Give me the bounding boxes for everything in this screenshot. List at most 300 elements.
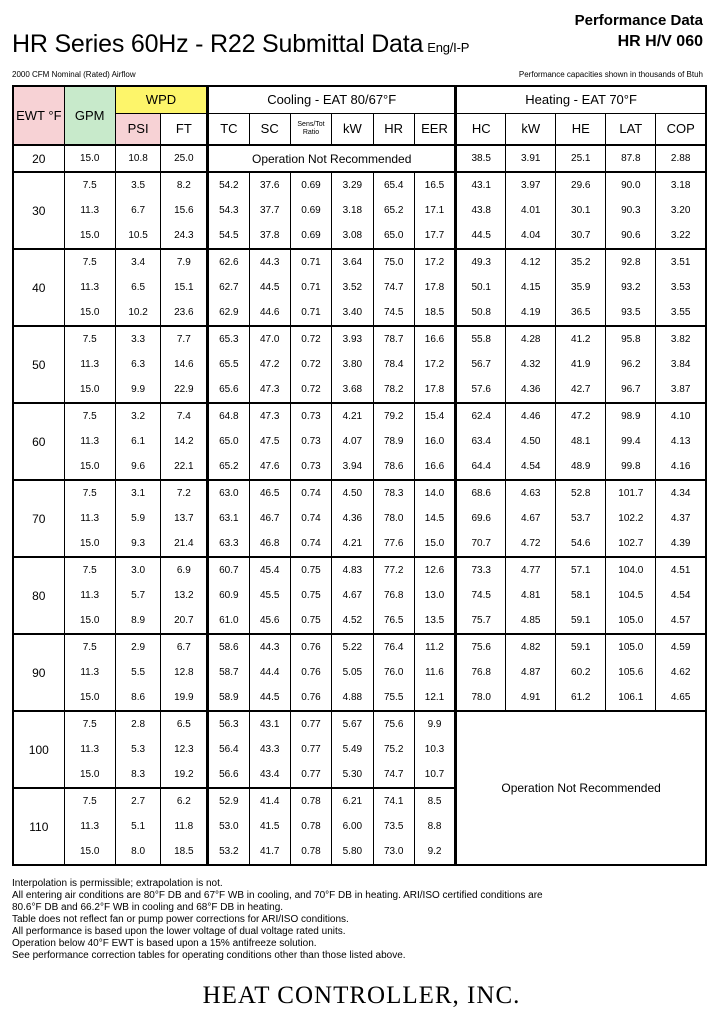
cooling-value-cell: 0.74: [290, 531, 331, 557]
cooling-value-cell: 65.4: [373, 172, 414, 198]
footnotes: [12, 878, 712, 962]
heating-value-cell: 93.2: [606, 275, 656, 300]
cooling-not-recommended: Operation Not Recommended: [208, 145, 456, 172]
heating-value-cell: 4.57: [656, 608, 706, 634]
cooling-value-cell: 56.4: [208, 737, 249, 762]
ft-cell: 13.7: [161, 506, 208, 531]
psi-cell: 5.9: [115, 506, 161, 531]
cooling-value-cell: 56.6: [208, 762, 249, 788]
cooling-value-cell: 4.50: [332, 480, 373, 506]
cooling-value-cell: 65.6: [208, 377, 249, 403]
cooling-value-cell: 17.2: [414, 249, 455, 275]
cooling-value-cell: 5.67: [332, 711, 373, 737]
heating-value-cell: 61.2: [556, 685, 606, 711]
heating-value-cell: 3.20: [656, 198, 706, 223]
table-row: [13, 300, 706, 326]
cooling-value-cell: 78.4: [373, 352, 414, 377]
cooling-value-cell: 65.5: [208, 352, 249, 377]
gpm-cell: 11.3: [64, 737, 115, 762]
gpm-cell: 15.0: [64, 762, 115, 788]
cooling-value-cell: 3.40: [332, 300, 373, 326]
cooling-value-cell: 78.9: [373, 429, 414, 454]
cooling-value-cell: 3.68: [332, 377, 373, 403]
gpm-cell: 7.5: [64, 634, 115, 660]
table-row: [13, 352, 706, 377]
heating-value-cell: 75.7: [456, 608, 506, 634]
table-row: [13, 275, 706, 300]
heating-value-cell: 3.82: [656, 326, 706, 352]
cooling-value-cell: 64.8: [208, 403, 249, 429]
gpm-cell: 7.5: [64, 788, 115, 814]
cooling-value-cell: 18.5: [414, 300, 455, 326]
heating-value-cell: 4.91: [506, 685, 556, 711]
heating-value-cell: 96.7: [606, 377, 656, 403]
heating-value-cell: 78.0: [456, 685, 506, 711]
cooling-value-cell: 45.4: [249, 557, 290, 583]
header-row-top: [13, 86, 706, 114]
heating-value-cell: 4.10: [656, 403, 706, 429]
cooling-value-cell: 52.9: [208, 788, 249, 814]
cooling-value-cell: 11.6: [414, 660, 455, 685]
ft-cell: 19.9: [161, 685, 208, 711]
ewt-cell: 90: [13, 634, 64, 711]
table-row: [13, 608, 706, 634]
cooling-value-cell: 0.74: [290, 506, 331, 531]
psi-cell: 10.8: [115, 145, 161, 172]
ft-header: FT: [161, 114, 208, 146]
heating-value-cell: 50.8: [456, 300, 506, 326]
cooling-value-cell: 4.21: [332, 403, 373, 429]
cooling-value-cell: 65.2: [208, 454, 249, 480]
footnote: 80.6°F DB and 66.2°F WB in cooling and 68°F DB in heating.: [12, 902, 284, 913]
cooling-value-cell: 0.75: [290, 583, 331, 608]
cooling-value-cell: 44.3: [249, 634, 290, 660]
heating-value-cell: 35.2: [556, 249, 606, 275]
heating-value-cell: 50.1: [456, 275, 506, 300]
heating-value-cell: 105.0: [606, 634, 656, 660]
cooling-value-cell: 74.7: [373, 275, 414, 300]
cooling-value-cell: 3.64: [332, 249, 373, 275]
ft-cell: 12.8: [161, 660, 208, 685]
gpm-cell: 7.5: [64, 557, 115, 583]
gpm-cell: 11.3: [64, 275, 115, 300]
psi-cell: 6.7: [115, 198, 161, 223]
performance-table: [12, 85, 707, 866]
title-text: HR Series 60Hz - R22 Submittal Data: [12, 30, 424, 58]
cooling-value-cell: 44.5: [249, 275, 290, 300]
heating-header: Heating - EAT 70°F: [456, 86, 706, 114]
heating-value-cell: 3.53: [656, 275, 706, 300]
heating-col-header: HC: [456, 114, 506, 146]
cooling-value-cell: 43.3: [249, 737, 290, 762]
cooling-value-cell: 61.0: [208, 608, 249, 634]
cooling-value-cell: 63.0: [208, 480, 249, 506]
heating-value-cell: 4.72: [506, 531, 556, 557]
heating-value-cell: 4.34: [656, 480, 706, 506]
psi-cell: 3.2: [115, 403, 161, 429]
heating-value-cell: 3.91: [506, 145, 556, 172]
cooling-value-cell: 15.0: [414, 531, 455, 557]
heating-value-cell: 69.6: [456, 506, 506, 531]
cooling-value-cell: 15.4: [414, 403, 455, 429]
heating-col-header: LAT: [606, 114, 656, 146]
cooling-value-cell: 4.52: [332, 608, 373, 634]
cooling-value-cell: 0.76: [290, 660, 331, 685]
cooling-value-cell: 0.76: [290, 685, 331, 711]
psi-cell: 10.2: [115, 300, 161, 326]
cooling-value-cell: 0.73: [290, 454, 331, 480]
heating-value-cell: 2.88: [656, 145, 706, 172]
cooling-value-cell: 0.72: [290, 352, 331, 377]
heating-value-cell: 41.2: [556, 326, 606, 352]
table-row: [13, 506, 706, 531]
cooling-value-cell: 9.2: [414, 839, 455, 865]
footnote: Operation below 40°F EWT is based upon a 15% antifreeze solution.: [12, 938, 317, 949]
ft-cell: 19.2: [161, 762, 208, 788]
ft-cell: 15.1: [161, 275, 208, 300]
cooling-value-cell: 54.5: [208, 223, 249, 249]
footnote: Interpolation is permissible; extrapolation is not.: [12, 878, 223, 889]
cooling-value-cell: 44.5: [249, 685, 290, 711]
ft-cell: 18.5: [161, 839, 208, 865]
ft-cell: 21.4: [161, 531, 208, 557]
heating-value-cell: 74.5: [456, 583, 506, 608]
heating-value-cell: 62.4: [456, 403, 506, 429]
psi-cell: 3.4: [115, 249, 161, 275]
cooling-value-cell: 41.7: [249, 839, 290, 865]
gpm-cell: 7.5: [64, 480, 115, 506]
heating-value-cell: 4.16: [656, 454, 706, 480]
cooling-col-header: kW: [332, 114, 373, 146]
heating-value-cell: 58.1: [556, 583, 606, 608]
heating-value-cell: 90.3: [606, 198, 656, 223]
psi-cell: 6.3: [115, 352, 161, 377]
cooling-value-cell: 0.77: [290, 762, 331, 788]
gpm-cell: 15.0: [64, 608, 115, 634]
ft-cell: 6.7: [161, 634, 208, 660]
heating-value-cell: 57.1: [556, 557, 606, 583]
cooling-value-cell: 41.4: [249, 788, 290, 814]
cooling-value-cell: 0.74: [290, 480, 331, 506]
cooling-value-cell: 46.5: [249, 480, 290, 506]
heating-value-cell: 4.77: [506, 557, 556, 583]
ewt-cell: 80: [13, 557, 64, 634]
psi-cell: 6.5: [115, 275, 161, 300]
footnote: All performance is based upon the lower voltage of dual voltage rated units.: [12, 926, 346, 937]
table-row: [13, 172, 706, 198]
psi-cell: 9.9: [115, 377, 161, 403]
heating-value-cell: 4.62: [656, 660, 706, 685]
psi-cell: 2.8: [115, 711, 161, 737]
cooling-value-cell: 37.8: [249, 223, 290, 249]
table-row: [13, 249, 706, 275]
ft-cell: 12.3: [161, 737, 208, 762]
cooling-value-cell: 75.5: [373, 685, 414, 711]
psi-cell: 8.0: [115, 839, 161, 865]
ewt-cell: 40: [13, 249, 64, 326]
heating-value-cell: 4.54: [656, 583, 706, 608]
model-number: HR H/V 060: [617, 33, 703, 50]
heating-value-cell: 42.7: [556, 377, 606, 403]
ft-cell: 7.2: [161, 480, 208, 506]
heating-value-cell: 48.9: [556, 454, 606, 480]
heating-value-cell: 4.15: [506, 275, 556, 300]
cooling-value-cell: 14.5: [414, 506, 455, 531]
heating-value-cell: 68.6: [456, 480, 506, 506]
cooling-value-cell: 53.2: [208, 839, 249, 865]
cooling-value-cell: 0.72: [290, 326, 331, 352]
ft-cell: 24.3: [161, 223, 208, 249]
cooling-col-header: TC: [208, 114, 249, 146]
cooling-value-cell: 56.3: [208, 711, 249, 737]
cooling-value-cell: 8.8: [414, 814, 455, 839]
gpm-cell: 11.3: [64, 352, 115, 377]
heating-value-cell: 30.7: [556, 223, 606, 249]
table-row: [13, 557, 706, 583]
airflow-note: 2000 CFM Nominal (Rated) Airflow: [12, 70, 136, 79]
cooling-value-cell: 4.36: [332, 506, 373, 531]
heating-value-cell: 49.3: [456, 249, 506, 275]
cooling-value-cell: 4.88: [332, 685, 373, 711]
cooling-value-cell: 0.77: [290, 737, 331, 762]
cooling-value-cell: 43.4: [249, 762, 290, 788]
cooling-value-cell: 3.94: [332, 454, 373, 480]
heating-value-cell: 43.1: [456, 172, 506, 198]
heating-value-cell: 105.6: [606, 660, 656, 685]
cooling-value-cell: 16.0: [414, 429, 455, 454]
cooling-value-cell: 53.0: [208, 814, 249, 839]
table-row: [13, 685, 706, 711]
heating-value-cell: 38.5: [456, 145, 506, 172]
ft-cell: 7.4: [161, 403, 208, 429]
cooling-value-cell: 54.2: [208, 172, 249, 198]
heating-value-cell: 4.67: [506, 506, 556, 531]
cooling-value-cell: 46.7: [249, 506, 290, 531]
footnote: See performance correction tables for operating conditions other than those listed above.: [12, 950, 406, 961]
cooling-value-cell: 10.3: [414, 737, 455, 762]
heating-value-cell: 105.0: [606, 608, 656, 634]
psi-cell: 5.1: [115, 814, 161, 839]
gpm-cell: 15.0: [64, 145, 115, 172]
cooling-value-cell: 12.1: [414, 685, 455, 711]
ft-cell: 25.0: [161, 145, 208, 172]
psi-cell: 5.5: [115, 660, 161, 685]
capacity-note: Performance capacities shown in thousands of Btuh: [518, 70, 703, 79]
cooling-value-cell: 78.3: [373, 480, 414, 506]
psi-cell: 8.9: [115, 608, 161, 634]
cooling-value-cell: 4.83: [332, 557, 373, 583]
table-row: [13, 711, 706, 737]
heating-value-cell: 3.51: [656, 249, 706, 275]
ft-cell: 22.1: [161, 454, 208, 480]
ewt-cell: 100: [13, 711, 64, 788]
cooling-value-cell: 76.8: [373, 583, 414, 608]
heating-value-cell: 4.51: [656, 557, 706, 583]
cooling-value-cell: 4.21: [332, 531, 373, 557]
ewt-cell: 60: [13, 403, 64, 480]
psi-cell: 3.5: [115, 172, 161, 198]
cooling-value-cell: 17.7: [414, 223, 455, 249]
company-logo-text: HEAT CONTROLLER, INC.: [202, 982, 521, 1009]
heating-col-header: COP: [656, 114, 706, 146]
cooling-value-cell: 76.4: [373, 634, 414, 660]
heating-value-cell: 4.63: [506, 480, 556, 506]
gpm-cell: 11.3: [64, 198, 115, 223]
gpm-cell: 11.3: [64, 506, 115, 531]
wpd-header: WPD: [115, 86, 207, 114]
cooling-value-cell: 65.3: [208, 326, 249, 352]
cooling-value-cell: 79.2: [373, 403, 414, 429]
ft-cell: 23.6: [161, 300, 208, 326]
cooling-value-cell: 62.7: [208, 275, 249, 300]
cooling-value-cell: 74.7: [373, 762, 414, 788]
title-units: Eng/I-P: [427, 40, 470, 55]
heating-value-cell: 101.7: [606, 480, 656, 506]
heating-value-cell: 35.9: [556, 275, 606, 300]
heating-value-cell: 3.97: [506, 172, 556, 198]
cooling-value-cell: 43.1: [249, 711, 290, 737]
cooling-value-cell: 45.6: [249, 608, 290, 634]
heating-value-cell: 4.65: [656, 685, 706, 711]
cooling-value-cell: 77.6: [373, 531, 414, 557]
heating-value-cell: 4.12: [506, 249, 556, 275]
cooling-value-cell: 75.2: [373, 737, 414, 762]
cooling-value-cell: 0.75: [290, 608, 331, 634]
heating-value-cell: 92.8: [606, 249, 656, 275]
cooling-value-cell: 13.5: [414, 608, 455, 634]
heating-value-cell: 98.9: [606, 403, 656, 429]
cooling-value-cell: 3.29: [332, 172, 373, 198]
psi-cell: 5.7: [115, 583, 161, 608]
cooling-value-cell: 17.8: [414, 275, 455, 300]
cooling-value-cell: 73.5: [373, 814, 414, 839]
cooling-value-cell: 13.0: [414, 583, 455, 608]
cooling-value-cell: 45.5: [249, 583, 290, 608]
heating-value-cell: 53.7: [556, 506, 606, 531]
heating-value-cell: 4.54: [506, 454, 556, 480]
cooling-value-cell: 47.3: [249, 403, 290, 429]
cooling-value-cell: 5.49: [332, 737, 373, 762]
cooling-value-cell: 75.0: [373, 249, 414, 275]
gpm-cell: 7.5: [64, 172, 115, 198]
ft-cell: 22.9: [161, 377, 208, 403]
gpm-cell: 15.0: [64, 300, 115, 326]
footnote: Table does not reflect fan or pump power corrections for ARI/ISO conditions.: [12, 914, 349, 925]
heating-value-cell: 87.8: [606, 145, 656, 172]
psi-cell: 2.7: [115, 788, 161, 814]
ft-cell: 7.7: [161, 326, 208, 352]
heating-value-cell: 99.4: [606, 429, 656, 454]
cooling-value-cell: 0.71: [290, 300, 331, 326]
ft-cell: 13.2: [161, 583, 208, 608]
table-row: [13, 660, 706, 685]
heating-value-cell: 63.4: [456, 429, 506, 454]
cooling-value-cell: 44.4: [249, 660, 290, 685]
heating-value-cell: 4.46: [506, 403, 556, 429]
ft-cell: 20.7: [161, 608, 208, 634]
ft-cell: 11.8: [161, 814, 208, 839]
cooling-value-cell: 3.08: [332, 223, 373, 249]
heating-value-cell: 99.8: [606, 454, 656, 480]
cooling-value-cell: 3.93: [332, 326, 373, 352]
cooling-col-header: SC: [249, 114, 290, 146]
table-row: [13, 198, 706, 223]
cooling-value-cell: 5.30: [332, 762, 373, 788]
cooling-value-cell: 47.5: [249, 429, 290, 454]
header-row-bottom: [13, 114, 706, 146]
table-row: [13, 223, 706, 249]
heating-value-cell: 4.13: [656, 429, 706, 454]
heating-value-cell: 4.85: [506, 608, 556, 634]
table-row: [13, 454, 706, 480]
heating-value-cell: 90.6: [606, 223, 656, 249]
gpm-cell: 15.0: [64, 454, 115, 480]
heating-value-cell: 4.19: [506, 300, 556, 326]
cooling-value-cell: 58.7: [208, 660, 249, 685]
cooling-value-cell: 0.72: [290, 377, 331, 403]
cooling-value-cell: 62.9: [208, 300, 249, 326]
heating-value-cell: 106.1: [606, 685, 656, 711]
gpm-cell: 15.0: [64, 531, 115, 557]
ewt-cell: 110: [13, 788, 64, 865]
heating-value-cell: 3.84: [656, 352, 706, 377]
cooling-header: Cooling - EAT 80/67°F: [208, 86, 456, 114]
psi-cell: 8.3: [115, 762, 161, 788]
cooling-value-cell: 16.6: [414, 326, 455, 352]
heating-value-cell: 4.32: [506, 352, 556, 377]
cooling-value-cell: 8.5: [414, 788, 455, 814]
table-row: [13, 403, 706, 429]
cooling-value-cell: 37.6: [249, 172, 290, 198]
psi-cell: 10.5: [115, 223, 161, 249]
cooling-value-cell: 0.76: [290, 634, 331, 660]
cooling-value-cell: 65.2: [373, 198, 414, 223]
cooling-value-cell: 0.78: [290, 788, 331, 814]
cooling-col-header: HR: [373, 114, 414, 146]
document-title: [12, 30, 469, 59]
gpm-cell: 7.5: [64, 403, 115, 429]
psi-cell: 8.6: [115, 685, 161, 711]
heating-col-header: kW: [506, 114, 556, 146]
cooling-value-cell: 60.7: [208, 557, 249, 583]
ft-cell: 7.9: [161, 249, 208, 275]
heating-value-cell: 48.1: [556, 429, 606, 454]
ft-cell: 14.2: [161, 429, 208, 454]
cooling-value-cell: 0.69: [290, 198, 331, 223]
psi-cell: 2.9: [115, 634, 161, 660]
cooling-value-cell: 4.67: [332, 583, 373, 608]
cooling-value-cell: 47.3: [249, 377, 290, 403]
heating-value-cell: 60.2: [556, 660, 606, 685]
heating-value-cell: 3.55: [656, 300, 706, 326]
heating-value-cell: 41.9: [556, 352, 606, 377]
heating-value-cell: 64.4: [456, 454, 506, 480]
gpm-cell: 11.3: [64, 429, 115, 454]
footnote: All entering air conditions are 80°F DB and 67°F WB in cooling, and 70°F DB in heating. ARI/ISO certified conditions are: [12, 890, 543, 901]
heating-value-cell: 102.7: [606, 531, 656, 557]
psi-cell: 9.6: [115, 454, 161, 480]
cooling-value-cell: 78.0: [373, 506, 414, 531]
gpm-cell: 7.5: [64, 249, 115, 275]
heating-value-cell: 4.82: [506, 634, 556, 660]
cooling-value-cell: 5.22: [332, 634, 373, 660]
cooling-value-cell: 16.5: [414, 172, 455, 198]
cooling-value-cell: 76.0: [373, 660, 414, 685]
heating-value-cell: 4.04: [506, 223, 556, 249]
cooling-value-cell: 73.0: [373, 839, 414, 865]
cooling-value-cell: 62.6: [208, 249, 249, 275]
cooling-value-cell: 0.73: [290, 429, 331, 454]
